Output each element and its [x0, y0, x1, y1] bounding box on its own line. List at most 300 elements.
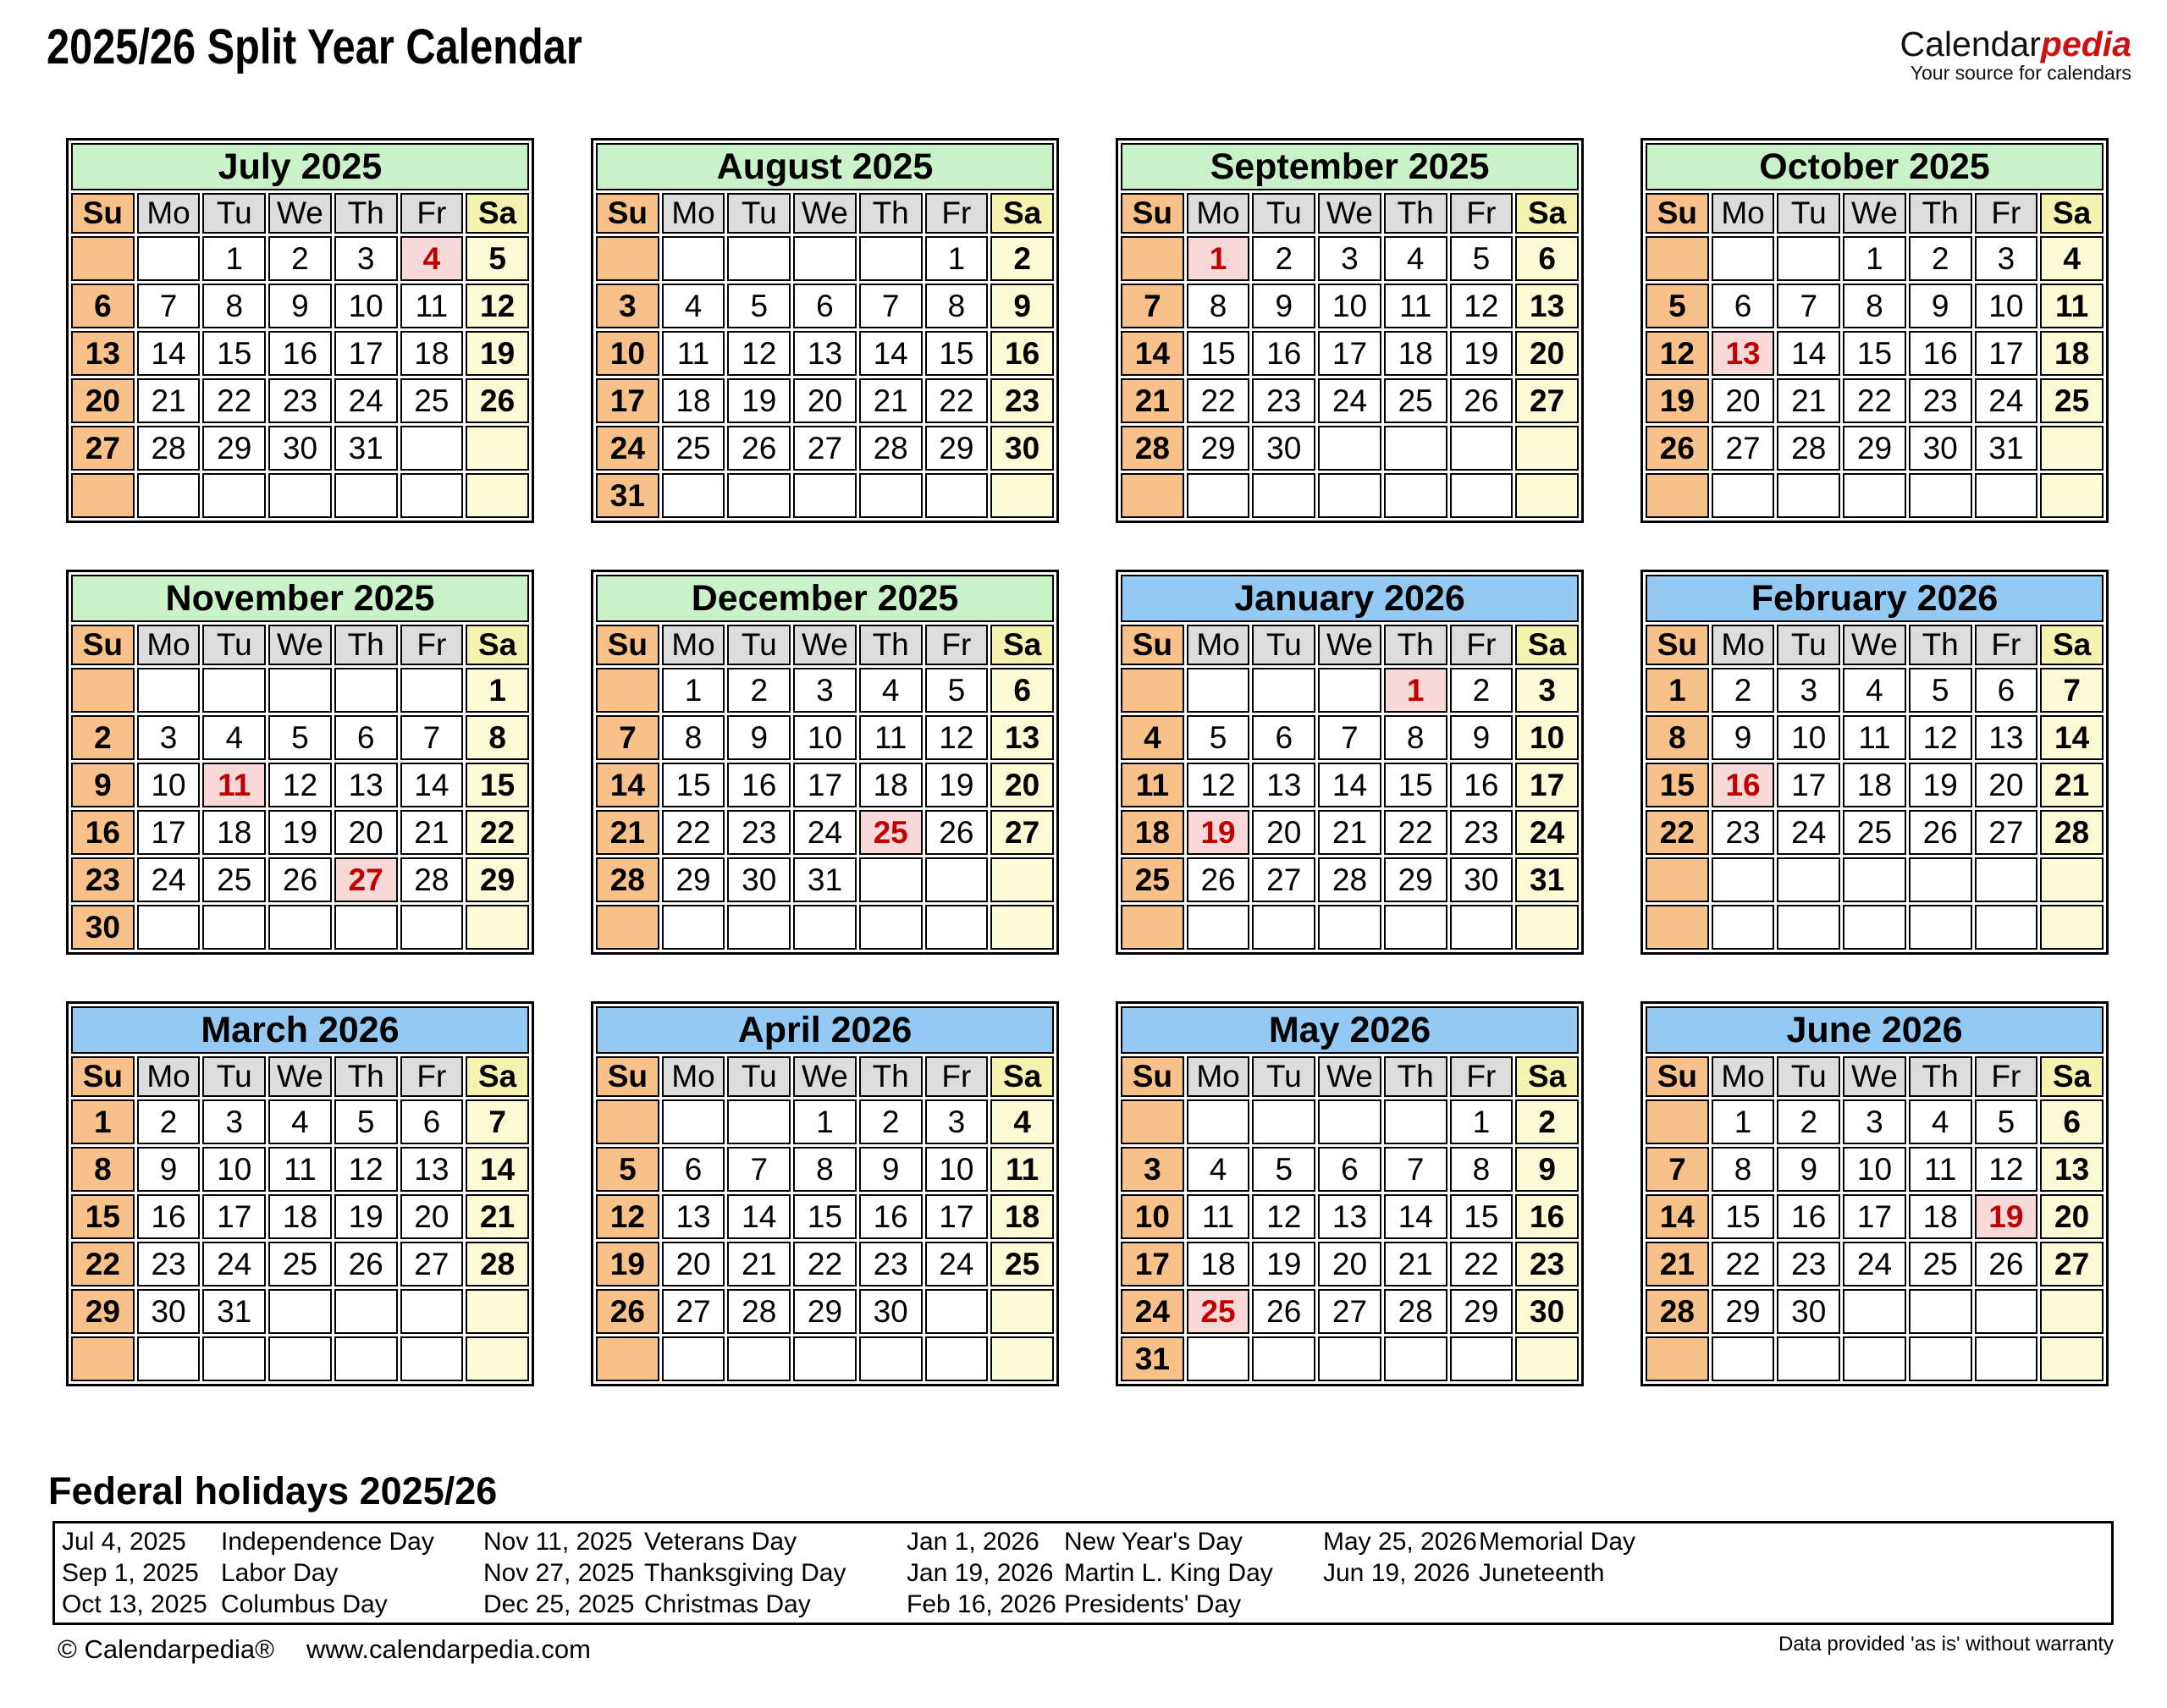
- day-cell: 19: [925, 763, 989, 807]
- empty-day-cell: [1515, 473, 1579, 518]
- day-cell: 20: [990, 763, 1054, 807]
- day-cell: 23: [1515, 1242, 1579, 1287]
- day-cell: 4: [400, 236, 464, 281]
- day-cell: 13: [1252, 763, 1315, 807]
- day-cell: 22: [71, 1242, 135, 1287]
- day-cell: 17: [334, 331, 398, 376]
- empty-day-cell: [466, 905, 529, 950]
- day-cell: 10: [793, 715, 857, 760]
- day-cell: 8: [1187, 284, 1250, 328]
- day-cell: 15: [925, 331, 989, 376]
- holiday-name: Juneteenth: [1479, 1558, 1605, 1587]
- day-cell: 30: [268, 426, 332, 471]
- day-cell: 13: [1975, 715, 2038, 760]
- month-july-2025: [66, 138, 534, 523]
- weekday-label: We: [1843, 1056, 1906, 1097]
- month-september-2025: [1116, 138, 1584, 523]
- weekday-label: Sa: [2040, 1056, 2104, 1097]
- weekday-label: Th: [859, 1056, 923, 1097]
- weekday-label: Mo: [137, 1056, 201, 1097]
- day-cell: 18: [268, 1194, 332, 1239]
- day-cell: 14: [596, 763, 659, 807]
- day-cell: 5: [1450, 236, 1514, 281]
- day-cell: 26: [727, 426, 791, 471]
- empty-day-cell: [1777, 473, 1840, 518]
- day-cell: 10: [1777, 715, 1840, 760]
- day-cell: 26: [596, 1289, 659, 1334]
- day-cell: 8: [1712, 1147, 1775, 1192]
- day-cell: 19: [1252, 1242, 1315, 1287]
- day-cell: 11: [662, 331, 725, 376]
- day-cell: 17: [925, 1194, 989, 1239]
- empty-day-cell: [1515, 426, 1579, 471]
- empty-day-cell: [400, 473, 464, 518]
- holiday-date: Nov 11, 2025: [483, 1527, 633, 1556]
- day-cell: 30: [71, 905, 135, 950]
- day-cell: 7: [1121, 284, 1184, 328]
- day-cell: 23: [990, 378, 1054, 423]
- holiday-name: Columbus Day: [221, 1590, 388, 1618]
- day-cell: 7: [1646, 1147, 1709, 1192]
- day-cell: 15: [1646, 763, 1709, 807]
- day-cell: 24: [596, 426, 659, 471]
- footer-disclaimer: Data provided 'as is' without warranty: [1778, 1633, 2114, 1656]
- day-cell: 10: [925, 1147, 989, 1192]
- empty-day-cell: [1975, 1289, 2038, 1334]
- empty-day-cell: [1121, 1099, 1184, 1144]
- logo-text-calendar: Calendar: [1900, 25, 2041, 63]
- weekday-label: We: [1318, 1056, 1381, 1097]
- holiday-name: Christmas Day: [644, 1590, 811, 1618]
- day-cell: 24: [1975, 378, 2038, 423]
- day-cell: 26: [1646, 426, 1709, 471]
- day-cell: 25: [1121, 857, 1184, 902]
- day-cell: 9: [1712, 715, 1775, 760]
- day-cell: 1: [1843, 236, 1906, 281]
- weekday-label: Mo: [137, 193, 201, 234]
- day-cell: 13: [1515, 284, 1579, 328]
- day-cell: 21: [1384, 1242, 1447, 1287]
- empty-day-cell: [334, 1289, 398, 1334]
- empty-day-cell: [268, 668, 332, 713]
- empty-day-cell: [1909, 473, 1972, 518]
- day-cell: 19: [334, 1194, 398, 1239]
- day-cell: 25: [268, 1242, 332, 1287]
- weekday-label: Tu: [727, 625, 791, 665]
- day-cell: 18: [2040, 331, 2104, 376]
- holiday-name: Presidents' Day: [1064, 1590, 1242, 1618]
- day-cell: 14: [2040, 715, 2104, 760]
- weekday-label: Th: [859, 193, 923, 234]
- day-cell: 12: [1252, 1194, 1315, 1239]
- empty-day-cell: [1121, 473, 1184, 518]
- day-cell: 24: [793, 810, 857, 855]
- empty-day-cell: [202, 905, 266, 950]
- holiday-name: Veterans Day: [644, 1527, 797, 1556]
- empty-day-cell: [466, 473, 529, 518]
- weekday-label: Fr: [1450, 193, 1514, 234]
- empty-day-cell: [2040, 1336, 2104, 1381]
- month-october-2025: [1640, 138, 2109, 523]
- day-cell: 24: [1121, 1289, 1184, 1334]
- day-cell: 30: [990, 426, 1054, 471]
- empty-day-cell: [1450, 1336, 1514, 1381]
- day-cell: 2: [71, 715, 135, 760]
- weekday-label: We: [1318, 625, 1381, 665]
- day-cell: 5: [1646, 284, 1709, 328]
- day-cell: 6: [2040, 1099, 2104, 1144]
- weekday-label: Fr: [925, 1056, 989, 1097]
- day-cell: 22: [1712, 1242, 1775, 1287]
- day-cell: 8: [71, 1147, 135, 1192]
- day-cell: 18: [1187, 1242, 1250, 1287]
- empty-day-cell: [400, 1336, 464, 1381]
- empty-day-cell: [1252, 1336, 1315, 1381]
- weekday-label: Su: [1646, 193, 1709, 234]
- weekday-label: Su: [1121, 193, 1184, 234]
- day-cell: 12: [268, 763, 332, 807]
- day-cell: 26: [466, 378, 529, 423]
- weekday-label: Fr: [400, 625, 464, 665]
- day-cell: 7: [1384, 1147, 1447, 1192]
- day-cell: 17: [1843, 1194, 1906, 1239]
- day-cell: 20: [793, 378, 857, 423]
- day-cell: 9: [268, 284, 332, 328]
- day-cell: 31: [596, 473, 659, 518]
- day-cell: 2: [137, 1099, 201, 1144]
- empty-day-cell: [334, 1336, 398, 1381]
- day-cell: 19: [596, 1242, 659, 1287]
- weekday-label: Tu: [202, 193, 266, 234]
- day-cell: 6: [1712, 284, 1775, 328]
- federal-holidays-heading: Federal holidays 2025/26: [48, 1469, 498, 1512]
- day-cell: 4: [1909, 1099, 1972, 1144]
- day-cell: 27: [1252, 857, 1315, 902]
- day-cell: 20: [1515, 331, 1579, 376]
- day-cell: 21: [1121, 378, 1184, 423]
- day-cell: 2: [990, 236, 1054, 281]
- day-cell: 1: [662, 668, 725, 713]
- day-cell: 16: [859, 1194, 923, 1239]
- day-cell: 12: [925, 715, 989, 760]
- empty-day-cell: [268, 1289, 332, 1334]
- day-cell: 21: [2040, 763, 2104, 807]
- empty-day-cell: [1712, 473, 1775, 518]
- day-cell: 29: [662, 857, 725, 902]
- day-cell: 16: [1712, 763, 1775, 807]
- day-cell: 20: [2040, 1194, 2104, 1239]
- weekday-label: Su: [71, 625, 135, 665]
- day-cell: 27: [990, 810, 1054, 855]
- weekday-label: Su: [596, 625, 659, 665]
- day-cell: 16: [137, 1194, 201, 1239]
- day-cell: 29: [1450, 1289, 1514, 1334]
- day-cell: 14: [1318, 763, 1381, 807]
- day-cell: 23: [268, 378, 332, 423]
- day-cell: 22: [1450, 1242, 1514, 1287]
- day-cell: 21: [1646, 1242, 1709, 1287]
- day-cell: 14: [400, 763, 464, 807]
- day-cell: 4: [1121, 715, 1184, 760]
- day-cell: 6: [1975, 668, 2038, 713]
- empty-day-cell: [1777, 1336, 1840, 1381]
- empty-day-cell: [727, 236, 791, 281]
- day-cell: 6: [334, 715, 398, 760]
- empty-day-cell: [1712, 905, 1775, 950]
- day-cell: 29: [793, 1289, 857, 1334]
- empty-day-cell: [466, 426, 529, 471]
- month-title: March 2026: [71, 1006, 529, 1054]
- empty-day-cell: [268, 473, 332, 518]
- empty-day-cell: [1252, 668, 1315, 713]
- weekday-label: Tu: [1252, 1056, 1315, 1097]
- day-cell: 23: [859, 1242, 923, 1287]
- day-cell: 23: [1909, 378, 1972, 423]
- day-cell: 11: [859, 715, 923, 760]
- empty-day-cell: [137, 905, 201, 950]
- day-cell: 11: [1121, 763, 1184, 807]
- day-cell: 29: [1712, 1289, 1775, 1334]
- month-november-2025: [66, 570, 534, 955]
- weekday-label: Sa: [2040, 193, 2104, 234]
- empty-day-cell: [400, 668, 464, 713]
- day-cell: 27: [71, 426, 135, 471]
- day-cell: 11: [268, 1147, 332, 1192]
- month-title: June 2026: [1646, 1006, 2104, 1054]
- page-title: 2025/26 Split Year Calendar: [47, 19, 582, 74]
- day-cell: 26: [1450, 378, 1514, 423]
- day-cell: 31: [334, 426, 398, 471]
- holiday-date: Oct 13, 2025: [62, 1590, 207, 1618]
- day-cell: 10: [334, 284, 398, 328]
- empty-day-cell: [1646, 905, 1709, 950]
- weekday-label: Tu: [1252, 625, 1315, 665]
- weekday-label: Fr: [1975, 1056, 2038, 1097]
- empty-day-cell: [400, 1289, 464, 1334]
- weekday-label: Sa: [990, 625, 1054, 665]
- weekday-label: We: [1318, 193, 1381, 234]
- empty-day-cell: [1646, 857, 1709, 902]
- empty-day-cell: [1318, 473, 1381, 518]
- empty-day-cell: [71, 236, 135, 281]
- empty-day-cell: [1712, 857, 1775, 902]
- day-cell: 14: [1646, 1194, 1709, 1239]
- day-cell: 3: [1975, 236, 2038, 281]
- day-cell: 14: [1121, 331, 1184, 376]
- day-cell: 29: [1187, 426, 1250, 471]
- day-cell: 2: [1777, 1099, 1840, 1144]
- day-cell: 12: [727, 331, 791, 376]
- day-cell: 3: [793, 668, 857, 713]
- empty-day-cell: [1975, 473, 2038, 518]
- empty-day-cell: [1909, 905, 1972, 950]
- empty-day-cell: [925, 473, 989, 518]
- day-cell: 5: [1187, 715, 1250, 760]
- day-cell: 15: [1843, 331, 1906, 376]
- day-cell: 27: [2040, 1242, 2104, 1287]
- month-title: February 2026: [1646, 575, 2104, 622]
- day-cell: 23: [71, 857, 135, 902]
- empty-day-cell: [1975, 1336, 2038, 1381]
- day-cell: 3: [1318, 236, 1381, 281]
- empty-day-cell: [925, 1336, 989, 1381]
- empty-day-cell: [1318, 1099, 1381, 1144]
- day-cell: 19: [1646, 378, 1709, 423]
- empty-day-cell: [1909, 1336, 1972, 1381]
- day-cell: 21: [400, 810, 464, 855]
- day-cell: 26: [1909, 810, 1972, 855]
- day-cell: 9: [1515, 1147, 1579, 1192]
- empty-day-cell: [137, 668, 201, 713]
- month-title: July 2025: [71, 143, 529, 190]
- day-cell: 13: [793, 331, 857, 376]
- empty-day-cell: [596, 668, 659, 713]
- day-cell: 4: [662, 284, 725, 328]
- day-cell: 31: [793, 857, 857, 902]
- day-cell: 18: [1384, 331, 1447, 376]
- day-cell: 7: [1777, 284, 1840, 328]
- empty-day-cell: [925, 905, 989, 950]
- empty-day-cell: [1252, 1099, 1315, 1144]
- day-cell: 5: [268, 715, 332, 760]
- day-cell: 8: [925, 284, 989, 328]
- calendar-grid: [66, 138, 2109, 1386]
- day-cell: 18: [1909, 1194, 1972, 1239]
- day-cell: 4: [1384, 236, 1447, 281]
- weekday-label: Tu: [1777, 193, 1840, 234]
- day-cell: 2: [268, 236, 332, 281]
- weekday-label: We: [268, 1056, 332, 1097]
- day-cell: 15: [202, 331, 266, 376]
- day-cell: 2: [1450, 668, 1514, 713]
- day-cell: 10: [1975, 284, 2038, 328]
- logo-tagline: Your source for calendars: [1910, 62, 2131, 85]
- day-cell: 13: [2040, 1147, 2104, 1192]
- calendarpedia-logo: [1900, 25, 2131, 84]
- day-cell: 8: [202, 284, 266, 328]
- day-cell: 15: [793, 1194, 857, 1239]
- day-cell: 12: [466, 284, 529, 328]
- day-cell: 4: [859, 668, 923, 713]
- day-cell: 4: [990, 1099, 1054, 1144]
- day-cell: 6: [71, 284, 135, 328]
- day-cell: 25: [2040, 378, 2104, 423]
- day-cell: 15: [466, 763, 529, 807]
- empty-day-cell: [1252, 473, 1315, 518]
- weekday-label: Sa: [2040, 625, 2104, 665]
- day-cell: 25: [400, 378, 464, 423]
- month-december-2025: [591, 570, 1059, 955]
- empty-day-cell: [1384, 905, 1447, 950]
- day-cell: 16: [1909, 331, 1972, 376]
- day-cell: 20: [1975, 763, 2038, 807]
- day-cell: 19: [727, 378, 791, 423]
- day-cell: 10: [1121, 1194, 1184, 1239]
- day-cell: 24: [925, 1242, 989, 1287]
- empty-day-cell: [2040, 1289, 2104, 1334]
- weekday-label: Th: [1384, 1056, 1447, 1097]
- empty-day-cell: [925, 1289, 989, 1334]
- day-cell: 3: [202, 1099, 266, 1144]
- empty-day-cell: [793, 905, 857, 950]
- empty-day-cell: [925, 857, 989, 902]
- holiday-date: Jul 4, 2025: [62, 1527, 186, 1556]
- day-cell: 21: [859, 378, 923, 423]
- empty-day-cell: [1318, 1336, 1381, 1381]
- day-cell: 12: [1975, 1147, 2038, 1192]
- day-cell: 29: [71, 1289, 135, 1334]
- day-cell: 25: [662, 426, 725, 471]
- day-cell: 16: [1252, 331, 1315, 376]
- day-cell: 19: [1187, 810, 1250, 855]
- empty-day-cell: [662, 905, 725, 950]
- day-cell: 5: [334, 1099, 398, 1144]
- day-cell: 17: [596, 378, 659, 423]
- copyright-text: © Calendarpedia®: [58, 1634, 274, 1664]
- day-cell: 28: [859, 426, 923, 471]
- day-cell: 8: [466, 715, 529, 760]
- day-cell: 16: [268, 331, 332, 376]
- day-cell: 20: [334, 810, 398, 855]
- day-cell: 28: [1121, 426, 1184, 471]
- month-title: August 2025: [596, 143, 1054, 190]
- day-cell: 27: [1318, 1289, 1381, 1334]
- weekday-label: Th: [1909, 193, 1972, 234]
- day-cell: 26: [1187, 857, 1250, 902]
- federal-holidays-table: [52, 1521, 2114, 1625]
- empty-day-cell: [202, 668, 266, 713]
- day-cell: 16: [990, 331, 1054, 376]
- holiday-date: Feb 16, 2026: [907, 1590, 1056, 1618]
- day-cell: 17: [1975, 331, 2038, 376]
- day-cell: 28: [1777, 426, 1840, 471]
- empty-day-cell: [1318, 426, 1381, 471]
- day-cell: 6: [1318, 1147, 1381, 1192]
- month-title: January 2026: [1121, 575, 1579, 622]
- empty-day-cell: [1777, 905, 1840, 950]
- empty-day-cell: [137, 1336, 201, 1381]
- empty-day-cell: [990, 857, 1054, 902]
- holiday-date: May 25, 2026: [1323, 1527, 1477, 1556]
- weekday-label: Th: [334, 625, 398, 665]
- day-cell: 9: [71, 763, 135, 807]
- month-january-2026: [1116, 570, 1584, 955]
- month-title: May 2026: [1121, 1006, 1579, 1054]
- day-cell: 25: [1384, 378, 1447, 423]
- day-cell: 1: [1712, 1099, 1775, 1144]
- day-cell: 30: [1909, 426, 1972, 471]
- day-cell: 17: [1515, 763, 1579, 807]
- day-cell: 27: [1712, 426, 1775, 471]
- weekday-label: Tu: [727, 1056, 791, 1097]
- empty-day-cell: [334, 473, 398, 518]
- day-cell: 14: [466, 1147, 529, 1192]
- weekday-label: Fr: [400, 1056, 464, 1097]
- weekday-label: We: [793, 193, 857, 234]
- weekday-label: Sa: [990, 1056, 1054, 1097]
- empty-day-cell: [1777, 857, 1840, 902]
- empty-day-cell: [1843, 1289, 1906, 1334]
- day-cell: 1: [1646, 668, 1709, 713]
- day-cell: 22: [1384, 810, 1447, 855]
- weekday-label: Su: [596, 193, 659, 234]
- empty-day-cell: [1843, 857, 1906, 902]
- weekday-label: Su: [71, 193, 135, 234]
- empty-day-cell: [1187, 1099, 1250, 1144]
- day-cell: 28: [1646, 1289, 1709, 1334]
- weekday-label: Tu: [1777, 1056, 1840, 1097]
- day-cell: 8: [1843, 284, 1906, 328]
